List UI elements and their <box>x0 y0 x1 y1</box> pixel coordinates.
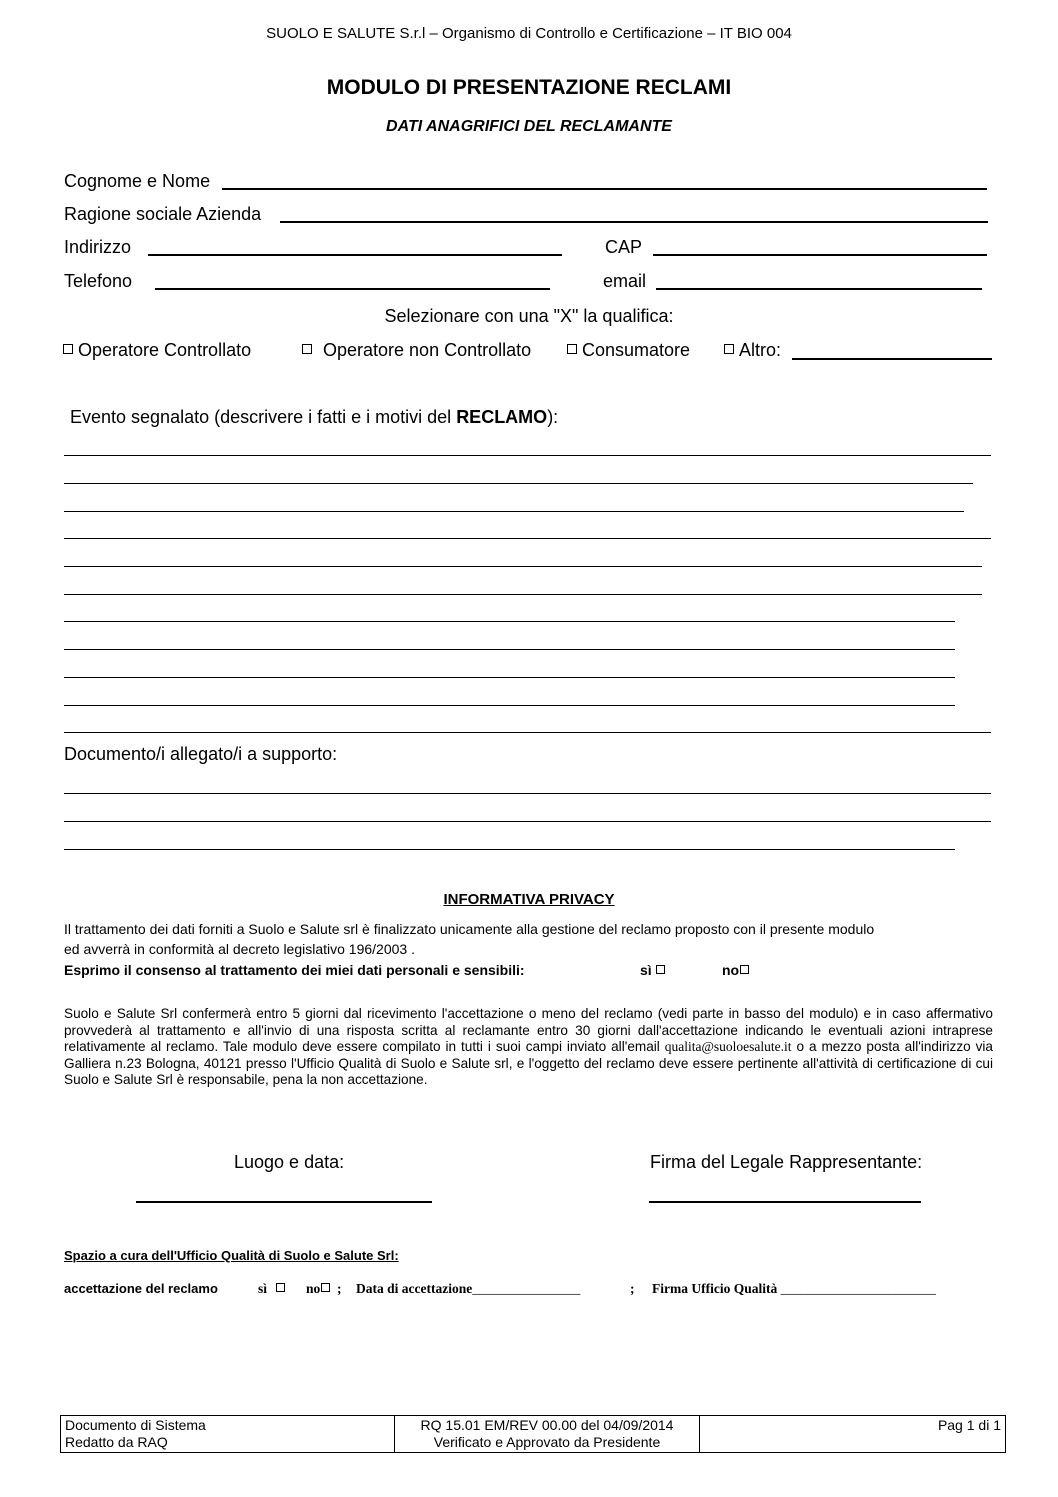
separator: ; <box>337 1281 342 1296</box>
acceptance-no[interactable]: no <box>306 1281 330 1297</box>
writing-line[interactable] <box>64 705 955 706</box>
checkbox-icon[interactable] <box>656 965 665 974</box>
consent-yes[interactable]: sì <box>640 962 665 978</box>
acceptance-label: accettazione del reclamo <box>64 1281 218 1296</box>
checkbox-icon[interactable] <box>740 965 749 974</box>
option-altro[interactable]: Altro: <box>724 340 781 361</box>
consent-no[interactable]: no <box>722 962 749 978</box>
place-date-field[interactable] <box>136 1201 432 1203</box>
organization-header: SUOLO E SALUTE S.r.l – Organismo di Controllo e Certificazione – IT BIO 004 <box>266 25 792 42</box>
privacy-text-line2: ed avverrà in conformità al decreto legislativo 196/2003 . <box>64 941 415 957</box>
privacy-text-line1: Il trattamento dei dati forniti a Suolo e Salute srl è finalizzato unicamente alla gestione del reclamo proposto con il presente modulo <box>64 921 875 937</box>
privacy-consent: Esprimo il consenso al trattamento dei miei dati personali e sensibili: <box>64 962 525 978</box>
company-field[interactable] <box>280 221 988 223</box>
evento-label: Evento segnalato (descrivere i fatti e i motivi del RECLAMO): <box>70 407 559 427</box>
acceptance-date[interactable]: Data di accettazione________________ <box>356 1281 581 1296</box>
privacy-paragraph: Suolo e Salute Srl confermerà entro 5 giorni dal ricevimento l'accettazione o meno del reclamo (vedi parte in basso del modulo) e in caso affermativo provvederà al trattamento e all'invio di una risposta scritta al reclamante entro 30 giorni dall'accettazione indicando le eventuali azioni intraprese relativamente al reclamo. Tale modulo deve essere compilato in tutti i suoi campi inviato all'email qualita@suoloesalute.it o a mezzo posta all'indirizzo via Galliera n.23 Bologna, 40121 presso l'Ufficio Qualità di Suolo e Salute srl, e l'oggetto del reclamo deve essere pertinente all'attività di certificazione di cui Suolo e Salute Srl è responsabile, pena la non accettazione. <box>64 1006 993 1087</box>
option-operatore-controllato[interactable]: Operatore Controllato <box>63 340 251 361</box>
acceptance-date-field[interactable]: ________________ <box>472 1281 581 1296</box>
phone-field[interactable] <box>155 288 550 290</box>
form-subtitle: DATI ANAGRIFICI DEL RECLAMANTE <box>386 118 672 135</box>
writing-line[interactable] <box>64 455 991 456</box>
legal-rep-label: Firma del Legale Rappresentante: <box>650 1152 923 1172</box>
writing-line[interactable] <box>64 594 982 595</box>
checkbox-icon[interactable] <box>321 1283 330 1292</box>
privacy-title: INFORMATIVA PRIVACY <box>443 891 615 908</box>
quality-signature-field[interactable]: _______________________ <box>780 1281 936 1296</box>
address-field[interactable] <box>148 254 562 256</box>
writing-line[interactable] <box>64 566 982 567</box>
document-footer <box>60 1415 1006 1453</box>
address-label: Indirizzo <box>64 237 132 257</box>
footer-cell-document: Documento di Sistema Redatto da RAQ <box>61 1416 395 1453</box>
writing-line[interactable] <box>64 483 973 484</box>
phone-label: Telefono <box>64 271 133 291</box>
altro-field[interactable] <box>792 358 992 360</box>
separator: ; <box>630 1281 635 1296</box>
place-date-label: Luogo e data: <box>234 1152 345 1172</box>
checkbox-icon[interactable] <box>302 344 312 354</box>
quality-office-signature[interactable]: Firma Ufficio Qualità _______________________ <box>652 1281 936 1296</box>
documenti-label: Documento/i allegato/i a supporto: <box>64 744 338 764</box>
checkbox-icon[interactable] <box>276 1283 285 1292</box>
option-operatore-non-controllato[interactable]: Operatore non Controllato <box>302 340 531 361</box>
writing-line[interactable] <box>64 821 991 822</box>
cap-field[interactable] <box>653 254 987 256</box>
office-section-title: Spazio a cura dell'Ufficio Qualità di Suolo e Salute Srl: <box>64 1248 399 1263</box>
name-field[interactable] <box>222 188 987 190</box>
email-label: email <box>603 271 647 291</box>
acceptance-yes[interactable]: sì <box>258 1281 285 1297</box>
writing-line[interactable] <box>64 732 991 733</box>
writing-line[interactable] <box>64 538 991 539</box>
checkbox-icon[interactable] <box>567 344 577 354</box>
option-consumatore[interactable]: Consumatore <box>567 340 690 361</box>
checkbox-icon[interactable] <box>724 344 734 354</box>
checkbox-icon[interactable] <box>63 344 73 354</box>
email-field[interactable] <box>656 288 982 290</box>
qualifica-prompt: Selezionare con una "X" la qualifica: <box>384 306 674 326</box>
writing-line[interactable] <box>64 677 955 678</box>
writing-line[interactable] <box>64 849 955 850</box>
writing-line[interactable] <box>64 511 964 512</box>
legal-rep-signature-field[interactable] <box>649 1201 921 1203</box>
writing-line[interactable] <box>64 621 955 622</box>
form-title: MODULO DI PRESENTAZIONE RECLAMI <box>326 76 732 99</box>
footer-cell-page: Pag 1 di 1 <box>700 1416 1006 1453</box>
name-label: Cognome e Nome <box>64 171 211 191</box>
writing-line[interactable] <box>64 649 955 650</box>
cap-label: CAP <box>605 237 643 257</box>
writing-line[interactable] <box>64 793 991 794</box>
footer-cell-revision: RQ 15.01 EM/REV 00.00 del 04/09/2014 Verificato e Approvato da Presidente <box>395 1416 700 1453</box>
contact-email: qualita@suoloesalute.it <box>664 1039 792 1054</box>
company-label: Ragione sociale Azienda <box>64 204 262 224</box>
